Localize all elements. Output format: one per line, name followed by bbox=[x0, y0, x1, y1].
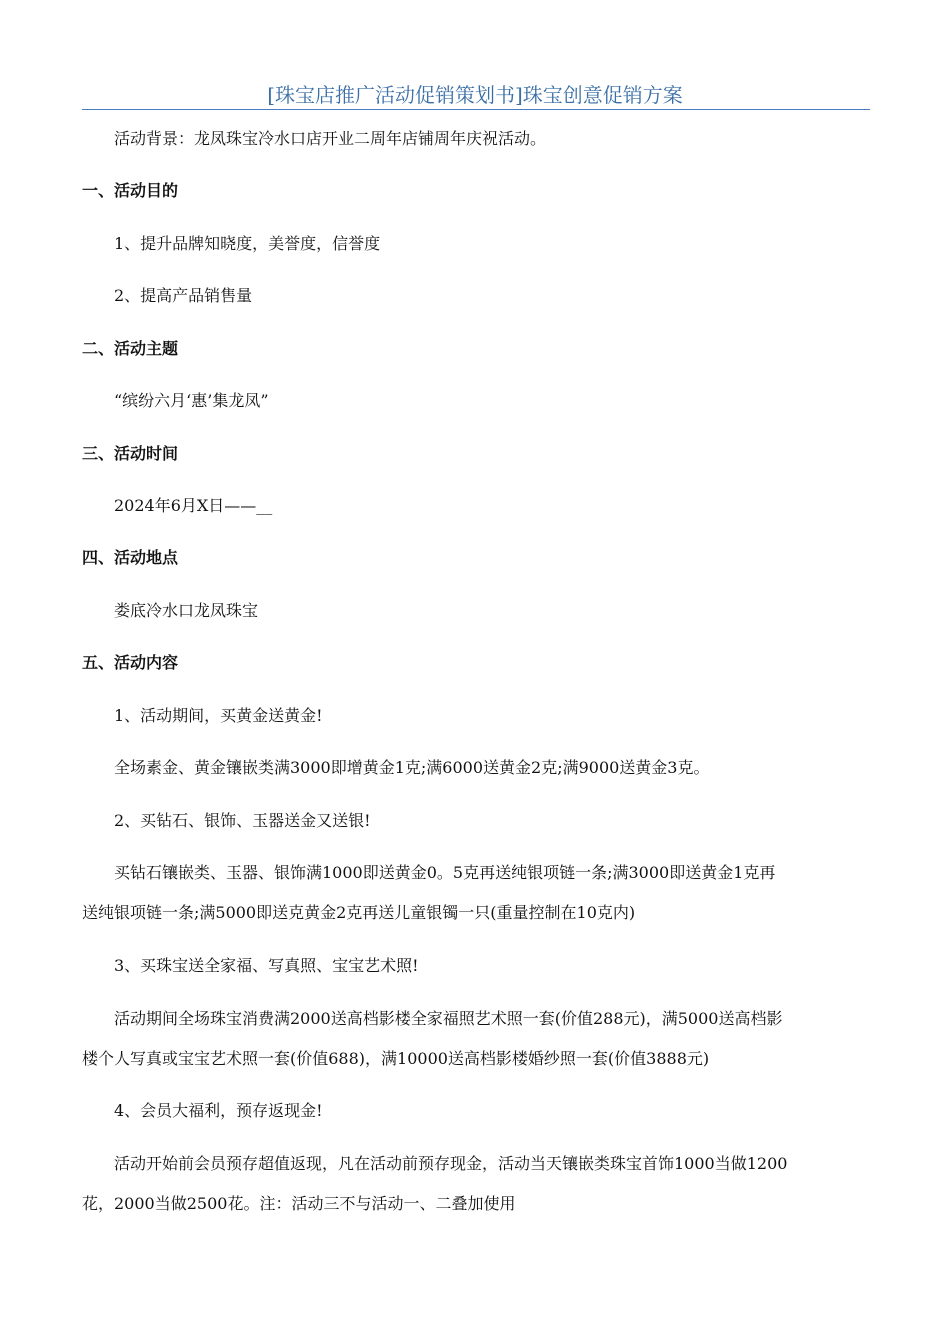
theme-text: “缤纷六月‘惠’集龙凤” bbox=[114, 391, 269, 410]
content-item-title: 1、活动期间，买黄金送黄金! bbox=[114, 706, 323, 725]
content-item-detail: 全场素金、黄金镶嵌类满3000即增黄金1克;满6000送黄金2克;满9000送黄金3克。 bbox=[114, 758, 710, 777]
activity-background: 活动背景：龙凤珠宝冷水口店开业二周年店铺周年庆祝活动。 bbox=[114, 129, 547, 148]
content-item-detail: 活动开始前会员预存超值返现，凡在活动前预存现金，活动当天镶嵌类珠宝首饰1000当做1200 bbox=[114, 1154, 788, 1173]
content-item-detail: 花，2000当做2500花。注：活动三不与活动一、二叠加使用 bbox=[82, 1194, 516, 1213]
content-item-title: 3、买珠宝送全家福、写真照、宝宝艺术照! bbox=[114, 956, 419, 975]
content-item-detail: 送纯银项链一条;满5000即送克黄金2克再送儿童银镯一只(重量控制在10克内) bbox=[82, 903, 636, 922]
location-text: 娄底冷水口龙凤珠宝 bbox=[114, 601, 259, 620]
content-item-title: 4、会员大福利，预存返现金! bbox=[114, 1101, 323, 1120]
content-item-detail: 买钻石镶嵌类、玉器、银饰满1000即送黄金0。5克再送纯银项链一条;满3000即送黄金1克再 bbox=[114, 863, 776, 882]
purpose-item: 2、提高产品销售量 bbox=[114, 286, 253, 305]
content-item-detail: 活动期间全场珠宝消费满2000送高档影楼全家福照艺术照一套(价值288元)，满5000送高档影 bbox=[114, 1009, 783, 1028]
content-item-detail: 楼个人写真或宝宝艺术照一套(价值688)，满10000送高档影楼婚纱照一套(价值3888元) bbox=[82, 1049, 710, 1068]
time-text: 2024年6月X日——__ bbox=[114, 496, 273, 515]
section-heading-content: 五、活动内容 bbox=[82, 653, 179, 672]
section-heading-location: 四、活动地点 bbox=[82, 548, 179, 567]
purpose-item: 1、提升品牌知晓度，美誉度，信誉度 bbox=[114, 234, 381, 253]
title-divider bbox=[82, 109, 870, 110]
section-heading-time: 三、活动时间 bbox=[82, 444, 179, 463]
content-item-title: 2、买钻石、银饰、玉器送金又送银! bbox=[114, 811, 371, 830]
section-heading-purpose: 一、活动目的 bbox=[82, 181, 179, 200]
document-title: [珠宝店推广活动促销策划书]珠宝创意促销方案 bbox=[267, 83, 683, 107]
section-heading-theme: 二、活动主题 bbox=[82, 339, 179, 358]
